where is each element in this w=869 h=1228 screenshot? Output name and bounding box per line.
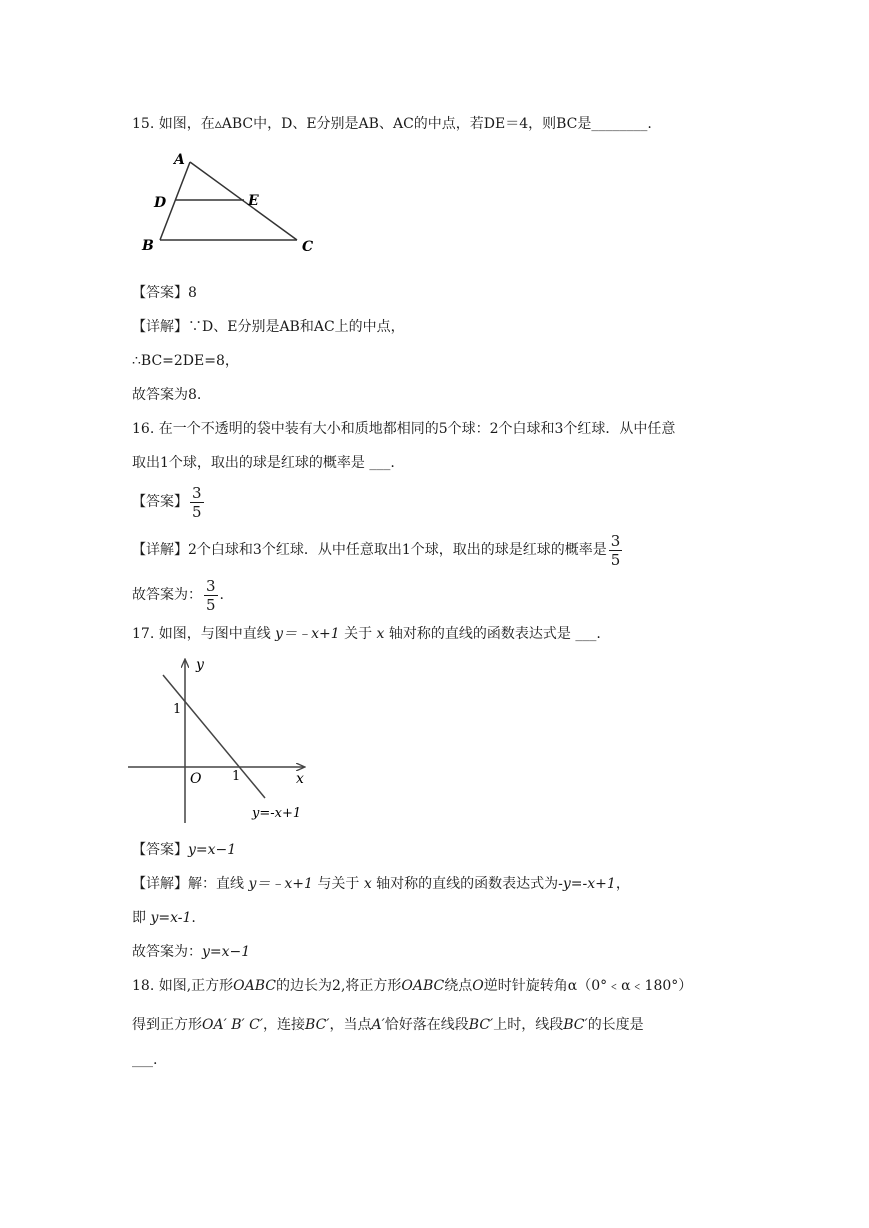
answer-label: 【答案】 [132, 285, 188, 301]
origin-label: O [190, 771, 202, 787]
vertex-c-label: C [302, 239, 314, 255]
q17-detail [132, 874, 630, 894]
q18-question-line1 [132, 976, 692, 996]
vertex-a-label: A [174, 152, 185, 168]
square-name: OABC [233, 978, 277, 994]
conclusion-prefix: 故答案为： [132, 587, 202, 603]
q15-answer [132, 283, 197, 303]
y-tick-label: 1 [173, 702, 182, 717]
conclusion-fraction [204, 577, 218, 614]
question-text: 18. 如图,正方形 [132, 978, 234, 994]
fraction-denominator: 5 [192, 502, 202, 521]
answer-value: y=x−1 [188, 842, 237, 858]
fraction-numerator: 3 [610, 531, 621, 550]
coordinate-graph-figure [128, 655, 318, 830]
question-text: 恰好落在线段 [384, 1017, 469, 1033]
question-text: 绕点 [444, 978, 473, 994]
detail-fraction [609, 532, 623, 569]
question-text: ，当点 [329, 1017, 372, 1033]
detail-label: 【详解】 [132, 319, 188, 335]
q18-question-line3: ___. [132, 1052, 158, 1068]
fraction-numerator: 3 [192, 483, 202, 502]
question-text: 关于 [339, 626, 377, 642]
detail-text: 轴对称的直线的函数表达式为 [371, 876, 559, 892]
q16-conclusion [132, 575, 224, 615]
answer-label: 【答案】 [132, 494, 188, 510]
triangle-abc-figure [140, 150, 330, 260]
vertex-e-label: E [248, 193, 259, 209]
q17-conclusion [132, 942, 250, 962]
step-text: . [191, 910, 196, 926]
detail-text: ， [615, 876, 630, 892]
question-text: 的边长为2,将正方形 [276, 978, 402, 994]
x-axis-label: x [296, 771, 304, 787]
q17-answer [132, 840, 236, 860]
fraction-numerator: 3 [206, 576, 216, 595]
detail-label: 【详解】 [132, 876, 188, 892]
q16-question-line2: 取出1个球，取出的球是红球的概率是 ___. [132, 455, 395, 471]
detail-text: ∵D、E分别是AB和AC上的中点， [188, 319, 405, 335]
q16-question-line1: 16. 在一个不透明的袋中装有大小和质地都相同的5个球：2个白球和3个红球．从中任意 [132, 421, 676, 437]
conclusion-equation: y=x−1 [202, 944, 251, 960]
answer-value: 8 [188, 285, 197, 301]
vertex-b-label: B [142, 238, 154, 254]
detail-label: 【详解】 [132, 542, 188, 558]
square-name: OA′ B′ C′ [202, 1017, 264, 1033]
q18-question-line2 [132, 1015, 644, 1035]
x-tick-label: 1 [232, 769, 241, 784]
fraction-denominator: 5 [206, 595, 216, 614]
point-name: A′ [371, 1017, 385, 1033]
angle-range: α（0°﹤α﹤180°） [567, 978, 693, 994]
question-text: 轴对称的直线的函数表达式是 ___. [384, 626, 601, 642]
q15-question: 15. 如图，在▵ABC中，D、E分别是AB、AC的中点，若DE＝4，则BC是________. [132, 116, 652, 132]
line-equation: y＝﹣x+1 [275, 626, 340, 642]
q15-conclusion: 故答案为8. [132, 387, 202, 403]
question-text: 得到正方形 [132, 1017, 202, 1033]
answer-fraction [190, 484, 204, 521]
line-equation-label: y=-x+1 [252, 806, 302, 821]
segment-name: BC′ [563, 1017, 588, 1033]
square-name: OABC [401, 978, 445, 994]
fraction-denominator: 5 [610, 550, 621, 569]
point-name: O [472, 978, 484, 994]
detail-text: 2个白球和3个红球．从中任意取出1个球，取出的球是红球的概率是 [188, 542, 607, 558]
q15-detail [132, 317, 405, 337]
detail-text: 与关于 [312, 876, 364, 892]
axis-name: x [363, 876, 372, 892]
detail-text: 解：直线 [188, 876, 249, 892]
axis-name: x [376, 626, 385, 642]
conclusion-suffix: . [219, 587, 224, 603]
step-text: 即 [132, 910, 151, 926]
graph-line [163, 675, 265, 798]
segment-name: BC′ [468, 1017, 494, 1033]
step-equation: y=x-1 [150, 910, 192, 926]
question-text: 上时，线段 [493, 1017, 564, 1033]
q15-step: ∴BC=2DE=8， [132, 353, 239, 369]
segment-name: BC′ [305, 1017, 330, 1033]
q17-question [132, 624, 601, 644]
question-text: 的长度是 [587, 1017, 644, 1033]
answer-label: 【答案】 [132, 842, 188, 858]
conclusion-prefix: 故答案为： [132, 944, 202, 960]
question-text: 17. 如图，与图中直线 [132, 626, 276, 642]
y-axis-label: y [196, 657, 204, 673]
q16-detail [132, 530, 624, 570]
reflected-equation: -y=-x+1 [558, 876, 616, 892]
question-text: 逆时针旋转角 [483, 978, 568, 994]
q16-answer [132, 482, 206, 522]
q17-step [132, 908, 196, 928]
question-text: ，连接 [263, 1017, 306, 1033]
line-equation: y＝﹣x+1 [248, 876, 313, 892]
vertex-d-label: D [154, 195, 167, 211]
